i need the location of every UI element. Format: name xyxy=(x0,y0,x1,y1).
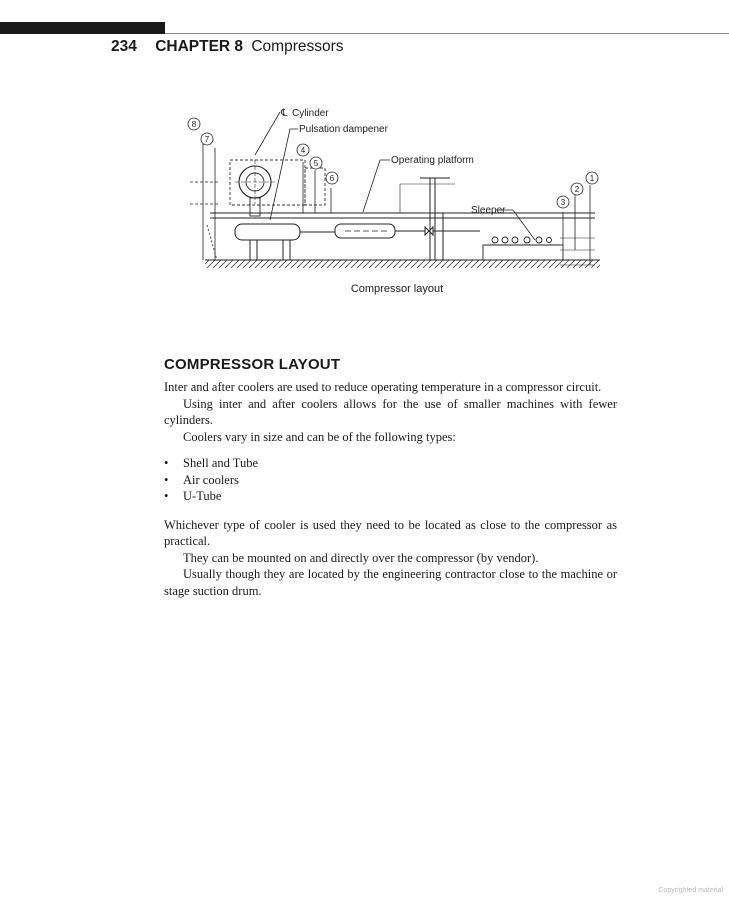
sleeper-rack xyxy=(483,237,565,260)
callout-3 xyxy=(557,196,569,208)
paragraph-6: Usually though they are located by the engineering contractor close to the machine or stage suction drum. xyxy=(164,567,617,598)
label-sleeper: Sleeper xyxy=(471,205,506,216)
callout-5 xyxy=(310,157,322,169)
svg-text:1: 1 xyxy=(589,174,595,183)
callout-6 xyxy=(326,172,338,184)
chapter-title: Compressors xyxy=(251,38,344,55)
svg-text:2: 2 xyxy=(574,185,580,194)
section-heading: COMPRESSOR LAYOUT xyxy=(164,356,341,373)
page-body xyxy=(164,356,617,599)
svg-text:4: 4 xyxy=(300,146,306,155)
label-operating-platform: Operating platform xyxy=(391,155,474,166)
svg-text:8: 8 xyxy=(191,120,197,129)
compressor-layout-figure xyxy=(191,100,615,300)
callout-2 xyxy=(571,183,583,195)
paragraph-1: Inter and after coolers are used to reduce operating temperature in a compressor circuit. xyxy=(164,380,602,394)
header-bar xyxy=(0,22,165,34)
leader-lines xyxy=(255,112,535,240)
operating-platform xyxy=(210,178,595,260)
label-pulsation-dampener: Pulsation dampener xyxy=(299,124,388,135)
svg-text:7: 7 xyxy=(204,135,210,144)
callout-8 xyxy=(188,118,200,130)
chapter-label: CHAPTER 8 xyxy=(155,38,244,55)
callout-4 xyxy=(297,144,309,156)
callout-1 xyxy=(586,172,598,184)
list-item: • Air coolers xyxy=(164,472,239,487)
list-item: • U-Tube xyxy=(164,489,222,503)
callout-7 xyxy=(201,133,213,145)
list-item: • Shell and Tube xyxy=(164,456,259,470)
label-cylinder: Cylinder xyxy=(292,108,329,119)
paragraph-3: Coolers vary in size and can be of the following types: xyxy=(183,429,456,444)
svg-text:6: 6 xyxy=(329,174,335,183)
pulsation-dampener xyxy=(235,224,335,260)
ground xyxy=(205,260,600,268)
svg-text:3: 3 xyxy=(560,198,566,207)
figure-caption: Compressor layout xyxy=(350,283,444,295)
header-rule xyxy=(165,33,729,34)
cooler-types-list xyxy=(164,455,617,505)
paragraph-5: They can be mounted on and directly over the compressor (by vendor). xyxy=(183,550,539,565)
process-pipe xyxy=(335,224,480,238)
centerline-symbol: ℄ xyxy=(281,108,288,119)
svg-text:5: 5 xyxy=(313,159,319,168)
running-head xyxy=(111,38,344,56)
cylinder xyxy=(235,160,275,216)
paragraph-2: Using inter and after coolers allows for the use of smaller machines with fewer cylinders. xyxy=(164,396,617,427)
copyright-watermark: Copyrighted material xyxy=(658,887,723,894)
paragraph-4: Whichever type of cooler is used they need to be located as close to the compressor as practical. xyxy=(164,517,617,548)
page-number: 234 xyxy=(111,38,137,55)
compressor-foundation xyxy=(207,160,325,260)
